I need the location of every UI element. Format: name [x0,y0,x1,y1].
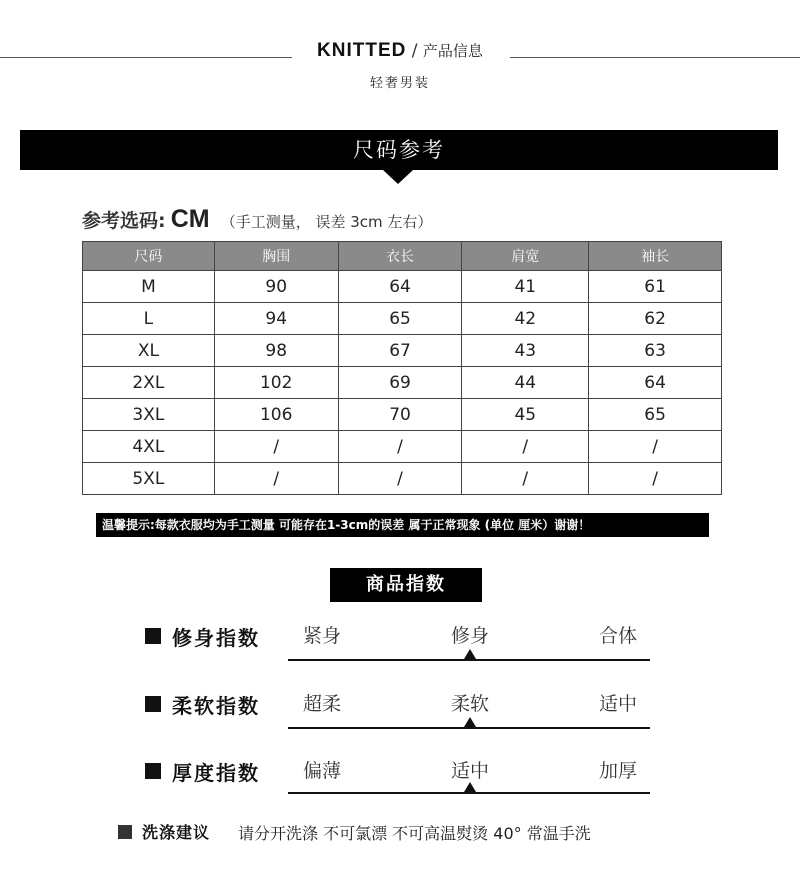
brand-title [0,40,800,62]
cell-sleeve: 64 [589,367,722,399]
cell-chest: / [214,431,338,463]
thickness-option-medium: 适中 [450,760,489,782]
banner-title: 尺码参考 [353,138,445,162]
cell-length: 69 [338,367,462,399]
table-row [83,335,722,367]
product-index-title: 商品指数 [330,568,482,602]
brand-separator: / [411,41,418,61]
softness-index-scale [288,727,650,729]
wash-label: 洗涤建议 [142,823,211,842]
cell-length: / [338,431,462,463]
cell-chest: 94 [214,303,338,335]
softness-option-ultra-soft: 超柔 [302,693,341,715]
cell-size: 3XL [83,399,215,431]
thickness-index-scale [288,792,650,794]
table-row [83,463,722,495]
size-banner [20,130,778,170]
header-sleeve: 袖长 [589,242,722,271]
reference-note: （手工测量， 误差 3cm 左右） [220,213,433,231]
cell-shoulder: 42 [462,303,589,335]
thickness-index-label: 厚度指数 [172,761,260,785]
fit-option-tight: 紧身 [302,625,341,647]
square-bullet-icon [118,825,132,839]
table-row [83,399,722,431]
fit-index-marker-icon [464,649,476,659]
cell-chest: 102 [214,367,338,399]
cell-sleeve: 65 [589,399,722,431]
cell-size: M [83,271,215,303]
table-row [83,367,722,399]
fit-index-label: 修身指数 [172,626,260,650]
cell-chest: 106 [214,399,338,431]
softness-index-marker-icon [464,717,476,727]
cell-length: 67 [338,335,462,367]
cell-length: 64 [338,271,462,303]
wash-instructions: 请分开洗涤 不可氯漂 不可高温熨烫 40° 常温手洗 [238,824,591,843]
cell-shoulder: / [462,431,589,463]
cell-length: 70 [338,399,462,431]
header-length: 衣长 [338,242,462,271]
softness-option-soft: 柔软 [450,693,489,715]
softness-option-medium: 适中 [598,693,637,715]
softness-index-label: 柔软指数 [172,694,260,718]
cell-shoulder: 45 [462,399,589,431]
header-size: 尺码 [83,242,215,271]
fit-option-slim: 修身 [450,625,489,647]
cell-length: 65 [338,303,462,335]
banner-pointer-icon [383,170,413,184]
brand-cn: 产品信息 [422,42,483,60]
square-bullet-icon [145,696,161,712]
size-table [82,241,722,495]
size-reference [82,205,432,234]
cell-shoulder: 44 [462,367,589,399]
thickness-option-thin: 偏薄 [302,760,341,782]
table-row [83,431,722,463]
square-bullet-icon [145,628,161,644]
cell-size: 5XL [83,463,215,495]
cell-shoulder: 43 [462,335,589,367]
cell-length: / [338,463,462,495]
cell-size: XL [83,335,215,367]
cell-size: L [83,303,215,335]
measurement-tip: 温馨提示:每款衣服均为手工测量 可能存在1-3cm的误差 属于正常现象 (单位 厘米）谢谢！ [96,513,709,537]
table-row [83,303,722,335]
reference-unit: CM [170,205,210,233]
cell-sleeve: 63 [589,335,722,367]
cell-sleeve: / [589,463,722,495]
cell-size: 4XL [83,431,215,463]
table-row [83,271,722,303]
cell-sleeve: 62 [589,303,722,335]
header-shoulder: 肩宽 [462,242,589,271]
fit-index-scale [288,659,650,661]
header-chest: 胸围 [214,242,338,271]
thickness-index-marker-icon [464,782,476,792]
cell-shoulder: / [462,463,589,495]
cell-chest: 98 [214,335,338,367]
reference-label: 参考选码: [82,210,166,232]
cell-chest: / [214,463,338,495]
cell-size: 2XL [83,367,215,399]
cell-chest: 90 [214,271,338,303]
square-bullet-icon [145,763,161,779]
cell-sleeve: / [589,431,722,463]
thickness-option-thick: 加厚 [598,760,637,782]
table-header-row [83,242,722,271]
brand-subtitle: 轻奢男装 [369,76,430,91]
fit-option-regular: 合体 [598,625,637,647]
brand-en: KNITTED [317,40,407,61]
cell-shoulder: 41 [462,271,589,303]
cell-sleeve: 61 [589,271,722,303]
